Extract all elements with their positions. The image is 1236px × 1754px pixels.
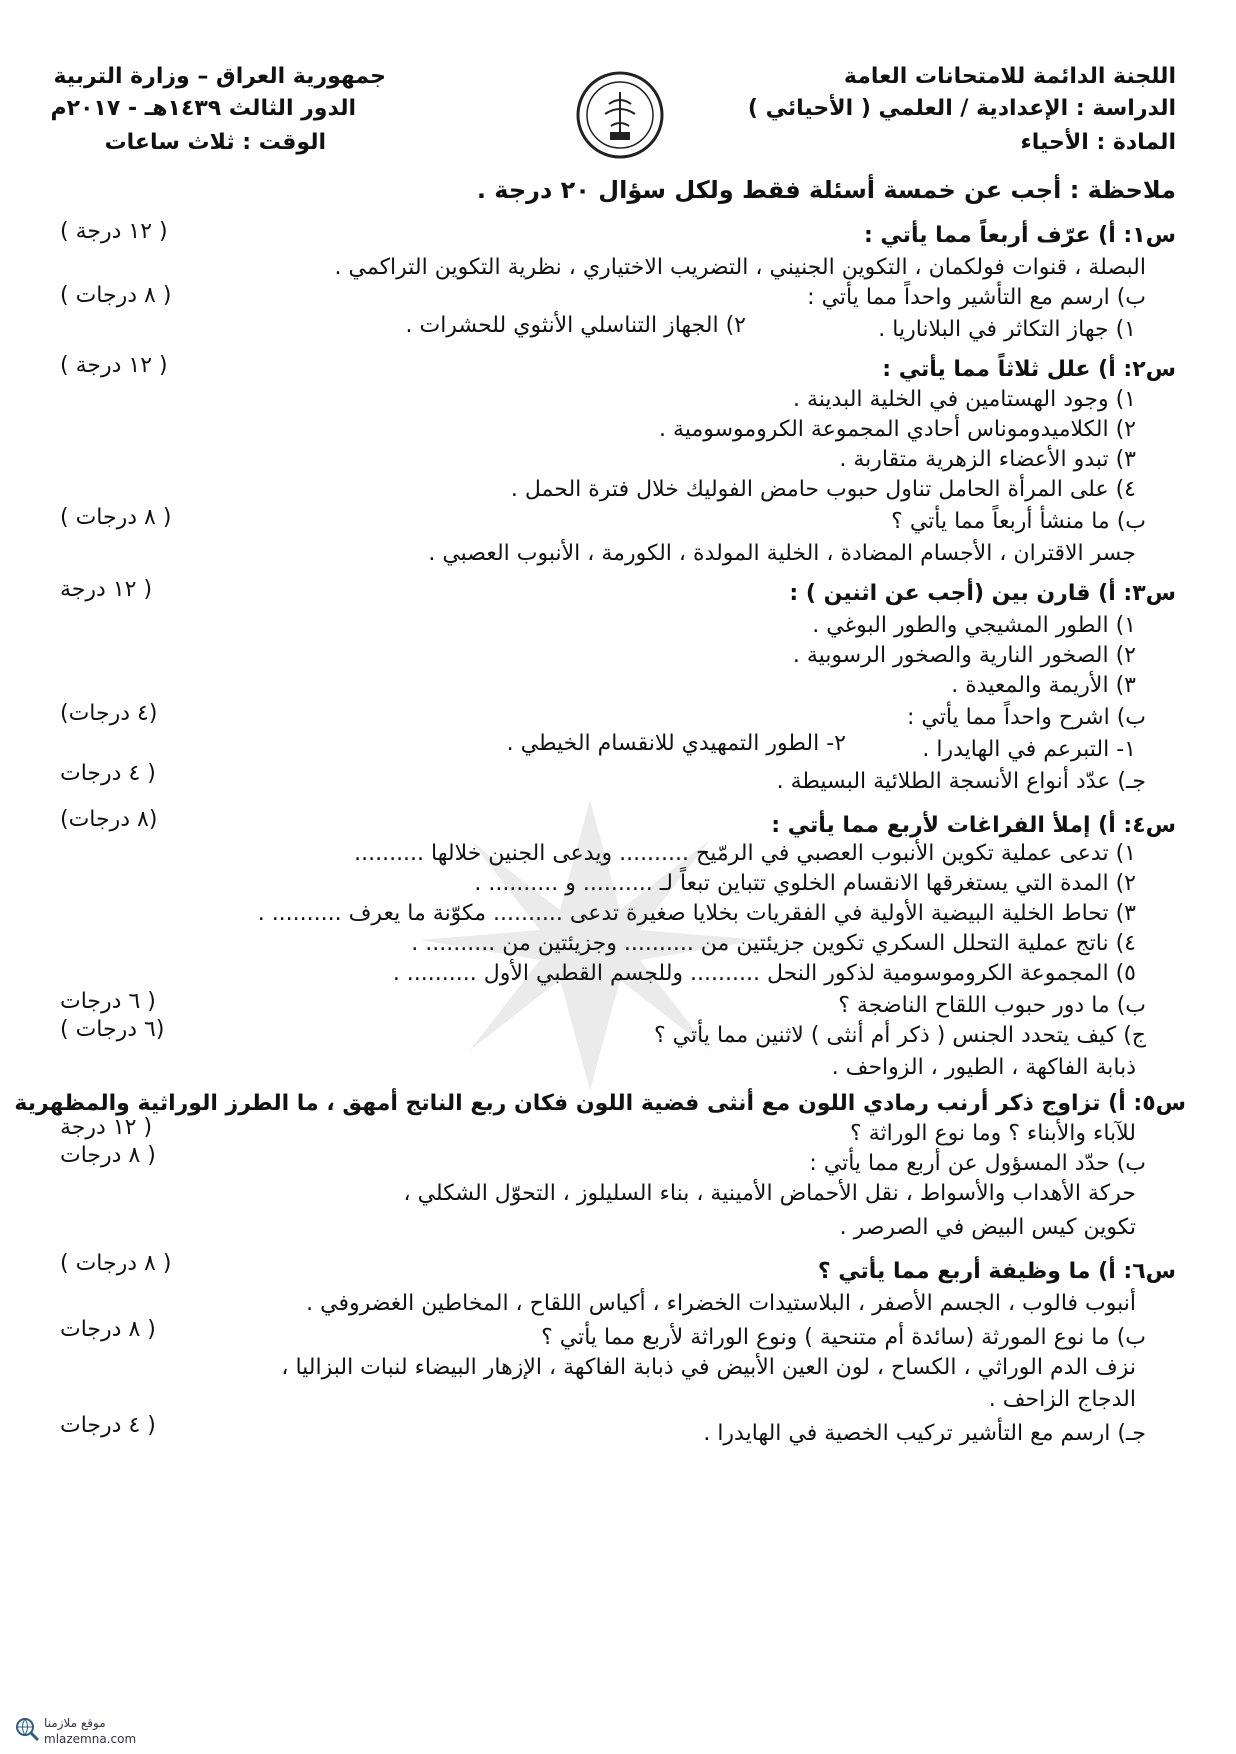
q6-b-prompt: ب) ما نوع المورثة (سائدة أم متنحية ) ونوع الوراثة لأربع مما يأتي ؟ <box>541 1325 1146 1350</box>
q4-a-item: ٣) تحاط الخلية البيضية الأولية في الفقريات بخلايا صغيرة تدعى .......... مكوّنة ما يعرف .......... . <box>257 901 1136 926</box>
q3-a-item: ٢) الصخور النارية والصخور الرسوبية . <box>792 643 1136 668</box>
q1-a-marks: ( ١٢ درجة ) <box>60 219 168 244</box>
ministry-title: جمهورية العراق – وزارة التربية <box>53 64 386 89</box>
q5-b-prompt: ب) حدّد المسؤول عن أربع مما يأتي : <box>809 1151 1146 1176</box>
q3-b-marks: (٤ درجات) <box>60 701 158 726</box>
q3-a-item: ١) الطور المشيجي والطور البوغي . <box>812 613 1136 638</box>
q4-a-item: ١) تدعى عملية تكوين الأنبوب العصبي في الرمّيح .......... ويدعى الجنين خلالها .......... <box>354 841 1136 866</box>
q5-b-marks: ( ٨ درجات <box>60 1143 156 1168</box>
q6-b-items: نزف الدم الوراثي ، الكساح ، لون العين الأبيض في ذبابة الفاكهة ، الإزهار البيضاء لنبات البزاليا ، <box>281 1355 1136 1380</box>
ministry-seal-icon <box>575 70 665 160</box>
q6-c-marks: ( ٤ درجات <box>60 1413 156 1438</box>
q6-b-marks: ( ٨ درجات <box>60 1317 156 1342</box>
exam-round: الدور الثالث ١٤٣٩هـ - ٢٠١٧م <box>50 96 356 121</box>
q5-a-prompt: س٥: أ) تزاوج ذكر أرنب رمادي اللون مع أنثى فضية اللون فكان ربع الناتج أمهق ، ما الطرز الوراثية والمظهرية <box>14 1091 1186 1116</box>
footer-site-name: موقع ملازمنا <box>44 1716 106 1730</box>
committee-title: اللجنة الدائمة للامتحانات العامة <box>843 64 1176 89</box>
q2-b-prompt: ب) ما منشأ أربعاً مما يأتي ؟ <box>891 509 1146 534</box>
q5-b-items: حركة الأهداب والأسواط ، نقل الأحماض الأمينية ، بناء السليلوز ، التحوّل الشكلي ، <box>403 1181 1136 1206</box>
q4-b-prompt: ب) ما دور حبوب اللقاح الناضجة ؟ <box>838 993 1146 1018</box>
q2-a-marks: ( ١٢ درجة ) <box>60 353 168 378</box>
q2-b-marks: ( ٨ درجات ) <box>60 505 172 530</box>
footer-url[interactable]: mlazemna.com <box>44 1732 137 1746</box>
q4-c-marks: (٦ درجات ) <box>60 1017 165 1042</box>
q2-a-item: ٣) تبدو الأعضاء الزهرية متقاربة . <box>839 447 1136 472</box>
q1-b-item1: ١) جهاز التكاثر في البلاناريا . <box>878 317 1136 342</box>
q5-a-marks: ( ١٢ درجة <box>60 1115 153 1140</box>
exam-note: ملاحظة : أجب عن خمسة أسئلة فقط ولكل سؤال ٢٠ درجة . <box>476 176 1176 204</box>
q2-b-items: جسر الاقتران ، الأجسام المضادة ، الخلية المولدة ، الكورمة ، الأنبوب العصبي . <box>428 541 1136 566</box>
q6-a-marks: ( ٨ درجات ) <box>60 1251 172 1276</box>
q1-b-prompt: ب) ارسم مع التأشير واحداً مما يأتي : <box>807 285 1146 310</box>
q3-c-prompt: جـ) عدّد أنواع الأنسجة الطلائية البسيطة . <box>776 769 1146 794</box>
q3-b-item1: ١- التبرعم في الهايدرا . <box>922 737 1136 762</box>
q6-b-items-cont: الدجاج الزاحف . <box>988 1387 1136 1412</box>
q6-c-prompt: جـ) ارسم مع التأشير تركيب الخصية في الهايدرا . <box>703 1421 1146 1446</box>
magnifier-globe-icon <box>14 1716 40 1742</box>
q2-a-item: ٢) الكلاميدوموناس أحادي المجموعة الكروموسومية . <box>659 417 1136 442</box>
q3-b-item2: ٢- الطور التمهيدي للانقسام الخيطي . <box>506 731 846 756</box>
q4-c-items: ذبابة الفاكهة ، الطيور ، الزواحف . <box>831 1055 1136 1080</box>
q6-a-prompt: س٦: أ) ما وظيفة أربع مما يأتي ؟ <box>817 1259 1176 1284</box>
q1-b-item2: ٢) الجهاز التناسلي الأنثوي للحشرات . <box>405 313 746 338</box>
q4-a-item: ٥) المجموعة الكروموسومية لذكور النحل .......... وللجسم القطبي الأول .......... . <box>392 961 1136 986</box>
q5-a-prompt-cont: للآباء والأبناء ؟ وما نوع الوراثة ؟ <box>850 1121 1136 1146</box>
q4-a-marks: (٨ درجات) <box>60 807 158 832</box>
q2-a-item: ١) وجود الهستامين في الخلية البدينة . <box>793 387 1136 412</box>
q3-a-item: ٣) الأريمة والمعيدة . <box>951 673 1136 698</box>
q1-a-prompt: س١: أ) عرّف أربعاً مما يأتي : <box>863 223 1176 248</box>
q4-a-prompt: س٤: أ) إملأ الفراغات لأربع مما يأتي : <box>771 813 1176 838</box>
q1-b-marks: ( ٨ درجات ) <box>60 283 172 308</box>
q6-a-items: أنبوب فالوب ، الجسم الأصفر ، البلاستيدات الخضراء ، أكياس اللقاح ، المخاطين الغضروفي . <box>306 1291 1136 1316</box>
exam-time: الوقت : ثلاث ساعات <box>104 130 326 155</box>
q4-a-item: ٢) المدة التي يستغرقها الانقسام الخلوي تتباين تبعاً لـ .......... و .......... . <box>474 871 1136 896</box>
subject: المادة : الأحياء <box>1020 130 1176 155</box>
q4-b-marks: ( ٦ درجات <box>60 989 156 1014</box>
study-branch: الدراسة : الإعدادية / العلمي ( الأحيائي ) <box>747 96 1176 121</box>
q2-a-item: ٤) على المرأة الحامل تناول حبوب حامض الفوليك خلال فترة الحمل . <box>510 477 1136 502</box>
q4-a-item: ٤) ناتج عملية التحلل السكري تكوين جزيئتين من .......... وجزيئتين من .......... . <box>411 931 1136 956</box>
q3-b-prompt: ب) اشرح واحداً مما يأتي : <box>906 705 1146 730</box>
q3-c-marks: ( ٤ درجات <box>60 761 156 786</box>
q1-a-items: البصلة ، قنوات فولكمان ، التكوين الجنيني ، التضريب الاختياري ، نظرية التكوين التراكمي . <box>334 255 1146 280</box>
q4-c-prompt: ج) كيف يتحدد الجنس ( ذكر أم أنثى ) لاثنين مما يأتي ؟ <box>654 1023 1146 1048</box>
q2-a-prompt: س٢: أ) علل ثلاثاً مما يأتي : <box>882 357 1176 382</box>
q3-a-prompt: س٣: أ) قارن بين (أجب عن اثنين ) : <box>789 581 1176 606</box>
q5-b-items-cont: تكوين كيس البيض في الصرصر . <box>839 1215 1136 1240</box>
q3-a-marks: ( ١٢ درجة <box>60 577 153 602</box>
